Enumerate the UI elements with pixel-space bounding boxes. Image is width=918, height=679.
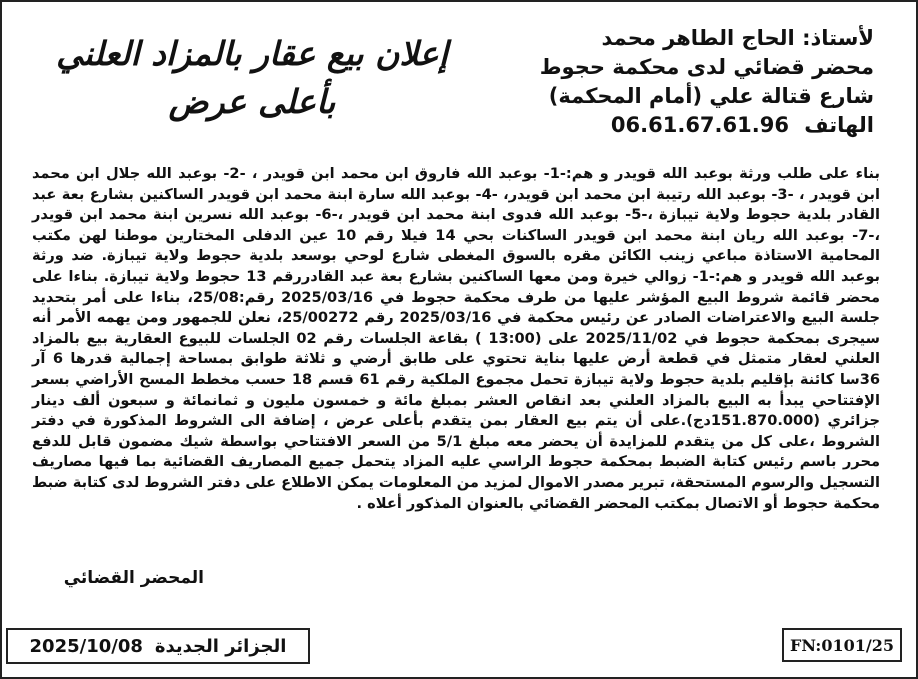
signature: المحضر القضائي bbox=[63, 568, 204, 588]
announcement-body: بناء على طلب ورثة بوعبد الله قويدر و هم:-1- بوعبد الله فاروق ابن محمد ابن قويدر ، -2- بوعبد الله جلال ابن محمد ابن قويدر ، -3- بوعبد الله رتيبة ابن محمد ابن قويدر، -4- بوعبد الله سارة ابنة محمد ابن قويدر الساكنين بشارع بعة عبد القادر بلدية حجوط ولاية تيبازة ،-5- بوعبد الله فدوى ابنة محمد ابن قويدر ،-6- بوعبد الله نسرين ابنة محمد ابن قويدر ،-7- بوعبد الله ريان ابنة محمد ابن قويدر الساكنات بحي 14 فيلا رقم 10 عين الدفلى المختارين موطنا لهن مكتب المحامية الاستاذة مباعي زينب الكائن مقره بالسوق المغطى شارع لوحي بوسعد بلدية حجوط ولاية تيبازة. ضد ورثة بوعبد الله قويدر و هم:-1- زوالي خيرة ومن معها الساكنين بشارع بعة عبد القادررقم 13 حجوط ولاية تيبازة. بناءا على محضر قائمة شروط البيع المؤشر عليها من طرف محكمة حجوط في 2025/03/16 رقم:25/08، بناءا على أمر بتحديد جلسة البيع والاعتراضات الصادر عن رئيس محكمة في 2025/03/16 رقم 25/00272، نعلن للجمهور ومن يهمه الأمر أنه سيجرى بمحكمة حجوط في 2025/11/02 على (13:00 ) بقاعة الجلسات رقم 02 الجلسات للبيوع العقارية بيع بالمزاد العلني لعقار متمثل في قطعة أرض عليها بناية تحتوي على طابق أرضي و ثلاثة طوابق بمساحة إجمالية قدرها 6 آر 36سا كائنة بإقليم بلدية حجوط ولاية تيبازة تحمل مجموع الملكية رقم 61 قسم 18 حسب مخطط المسح الأراضي بسعر الإفتتاحي يبدأ به البيع بالمزاد العلني بعد انقاص العشر بمبلغ مائة و خمسون مليون و ثمانمائة و سبعون ألف دينار جزائري (151.870.000دج).على أن يتم بيع العقار بمن يتقدم بأعلى عرض ، إضافة الى الشروط المذكورة في دفتر الشروط ،على كل من يتقدم للمزايدة أن يحضر معه مبلغ 5/1 من السعر الافتتاحي بواسطة شيك مضمون قابل للدفع محرر باسم رئيس كتابة الضبط بمحكمة حجوط الراسي عليه المزاد يتحمل جميع المصاريف القضائية بما فيها مصاريف التسجيل والرسوم المستحقة، تبرير مصدر الاموال لمزيد من المعلومات يمكن الاطلاع على دفتر الشروط لدى كتابة ضبط محكمة حجوط أو الاتصال بمكتب المحضر القضائي بالعنوان المذكور أعلاه . bbox=[32, 165, 881, 512]
publication-date: 2025/10/08 bbox=[29, 635, 143, 657]
bailiff-court: محضر قضائي لدى محكمة حجوط bbox=[539, 55, 874, 79]
newspaper-name: الجزائر الجديدة bbox=[154, 635, 287, 657]
title-line-1: إعلان بيع عقار بالمزاد العلني bbox=[56, 34, 448, 73]
announcement-title bbox=[42, 30, 462, 126]
phone-number: 06.61.67.61.96 bbox=[610, 113, 789, 137]
bailiff-address: شارع قتالة علي (أمام المحكمة) bbox=[548, 84, 874, 108]
title-line-2: بأعلى عرض bbox=[168, 82, 336, 121]
newspaper-box bbox=[6, 628, 310, 664]
bailiff-header bbox=[514, 24, 874, 140]
phone-label: الهاتف bbox=[804, 113, 874, 137]
bailiff-phone bbox=[514, 111, 874, 140]
file-number-box: FN:0101/25 bbox=[782, 628, 902, 662]
bailiff-name: لأستاذ: الحاج الطاهر محمد bbox=[601, 26, 874, 50]
